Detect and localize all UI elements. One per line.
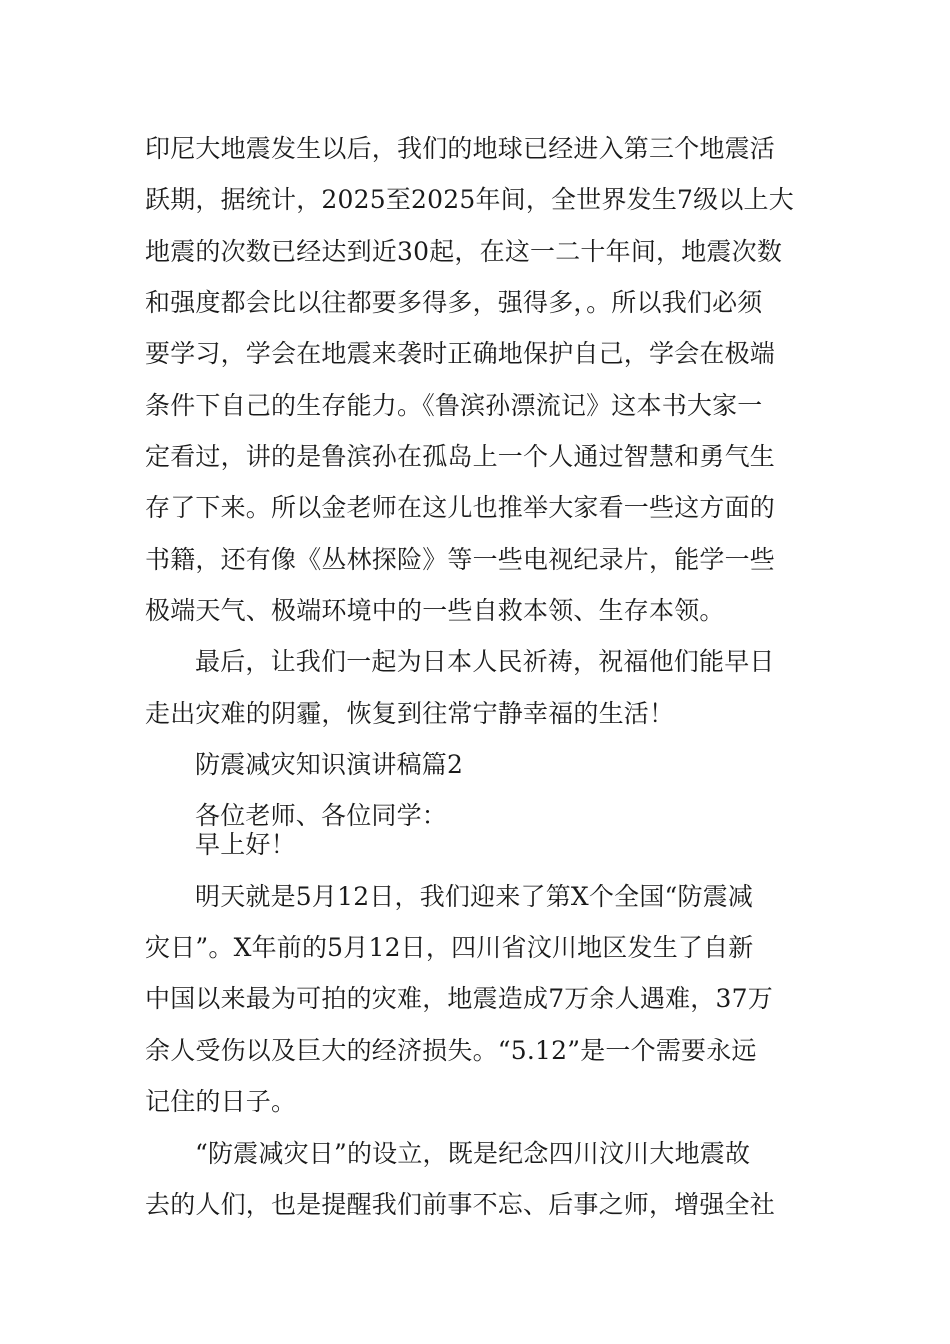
text-line: 地震的次数已经达到近30起，在这一二十年间，地震次数 bbox=[145, 237, 783, 266]
text-line: 余人受伤以及巨大的经济损失。“5.12”是一个需要永远 bbox=[145, 1036, 757, 1065]
text-line: 书籍，还有像《丛林探险》等一些电视纪录片，能学一些 bbox=[145, 545, 776, 574]
paragraph-first-line: “防震减灾日”的设立，既是纪念四川汶川大地震故 bbox=[195, 1139, 751, 1168]
paragraph-first-line: 最后，让我们一起为日本人民祈祷，祝福他们能早日 bbox=[195, 647, 775, 676]
section-heading: 防震减灾知识演讲稿篇2 bbox=[195, 750, 464, 779]
text-line: 中国以来最为可拍的灾难，地震造成7万余人遇难，37万 bbox=[145, 984, 773, 1013]
text-line: 和强度都会比以往都要多得多，强得多，。所以我们必须 bbox=[145, 288, 763, 317]
text-line: 跃期，据统计，2025至2025年间，全世界发生7级以上大 bbox=[145, 185, 794, 214]
text-line: 极端天气、极端环境中的一些自救本领、生存本领。 bbox=[145, 596, 725, 625]
text-line: 条件下自己的生存能力。《鲁滨孙漂流记》这本书大家一 bbox=[145, 391, 763, 420]
text-line: 去的人们，也是提醒我们前事不忘、后事之师，增强全社 bbox=[145, 1190, 776, 1219]
text-line: 记住的日子。 bbox=[145, 1087, 297, 1116]
text-line: 灾日”。X年前的5月12日，四川省汶川地区发生了自新 bbox=[145, 933, 754, 962]
text-line: 要学习，学会在地震来袭时正确地保护自己，学会在极端 bbox=[145, 339, 776, 368]
salutation: 各位老师、各位同学： bbox=[195, 801, 448, 830]
text-line: 定看过，讲的是鲁滨孙在孤岛上一个人通过智慧和勇气生 bbox=[145, 442, 776, 471]
text-line: 印尼大地震发生以后，我们的地球已经进入第三个地震活 bbox=[145, 134, 776, 163]
text-line: 走出灾难的阴霾，恢复到往常宁静幸福的生活！ bbox=[145, 699, 675, 728]
text-line: 存了下来。所以金老师在这儿也推举大家看一些这方面的 bbox=[145, 493, 776, 522]
greeting: 早上好！ bbox=[195, 830, 296, 859]
paragraph-first-line: 明天就是5月12日，我们迎来了第X个全国“防震减 bbox=[195, 882, 754, 911]
